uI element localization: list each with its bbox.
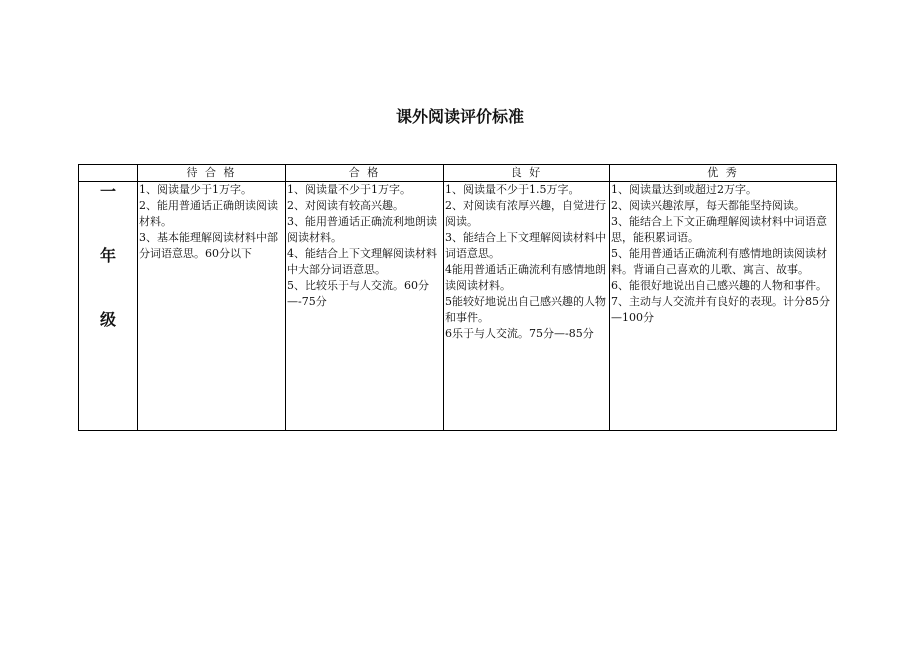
grade-char: 一 [99, 182, 116, 201]
criteria-item: 1、阅读量少于1万字。 [139, 183, 252, 196]
header-row [79, 165, 837, 182]
criteria-item: 4、能结合上下文理解阅读材料中大部分词语意思。 [287, 247, 437, 276]
grade-char: 年 [99, 246, 116, 265]
criteria-item: 7、主动与人交流并有良好的表现。计分85分—100分 [611, 295, 830, 324]
header-good: 良 好 [444, 165, 610, 182]
criteria-item: 3、能用普通话正确流利地朗读阅读材料。 [287, 215, 437, 244]
criteria-good [444, 182, 610, 431]
header-blank [79, 165, 138, 182]
criteria-below-pass [138, 182, 286, 431]
criteria-item: 6、能很好地说出自己感兴趣的人物和事件。 [611, 279, 827, 292]
grade-row [79, 182, 837, 431]
criteria-item: 2、阅读兴趣浓厚，每天都能坚持阅读。 [611, 199, 805, 212]
criteria-item: 1、阅读量不少于1.5万字。 [445, 183, 580, 196]
criteria-item: 1、阅读量达到或超过2万字。 [611, 183, 757, 196]
grade-label [79, 182, 138, 431]
criteria-item: 5、能用普通话正确流利有感情地朗读阅读材料。背诵自己喜欢的儿歌、寓言、故事。 [611, 247, 827, 276]
page-title: 课外阅读评价标准 [395, 107, 524, 126]
criteria-pass [286, 182, 444, 431]
criteria-item: 3、能结合上下文理解阅读材料中词语意思。 [445, 231, 606, 260]
criteria-item: 1、阅读量不少于1万字。 [287, 183, 411, 196]
criteria-item: 5能较好地说出自己感兴趣的人物和事件。 [445, 295, 606, 324]
grade-char: 级 [99, 310, 116, 329]
criteria-item: 5、比较乐于与人交流。60分—-75分 [287, 279, 429, 308]
criteria-item: 3、基本能理解阅读材料中部分词语意思。60分以下 [139, 231, 278, 260]
criteria-excellent [610, 182, 837, 431]
criteria-item: 4能用普通话正确流利有感情地朗读阅读材料。 [445, 263, 606, 292]
criteria-item: 2、对阅读有较高兴趣。 [287, 199, 404, 212]
header-pass: 合 格 [286, 165, 444, 182]
evaluation-table [78, 164, 837, 431]
header-below-pass: 待 合 格 [138, 165, 286, 182]
criteria-item: 6乐于与人交流。75分—-85分 [445, 327, 594, 340]
criteria-item: 3、能结合上下文正确理解阅读材料中词语意思，能积累词语。 [611, 215, 827, 244]
header-excellent: 优 秀 [610, 165, 837, 182]
criteria-item: 2、对阅读有浓厚兴趣，自觉进行阅读。 [445, 199, 606, 228]
criteria-item: 2、能用普通话正确朗读阅读材料。 [139, 199, 278, 228]
